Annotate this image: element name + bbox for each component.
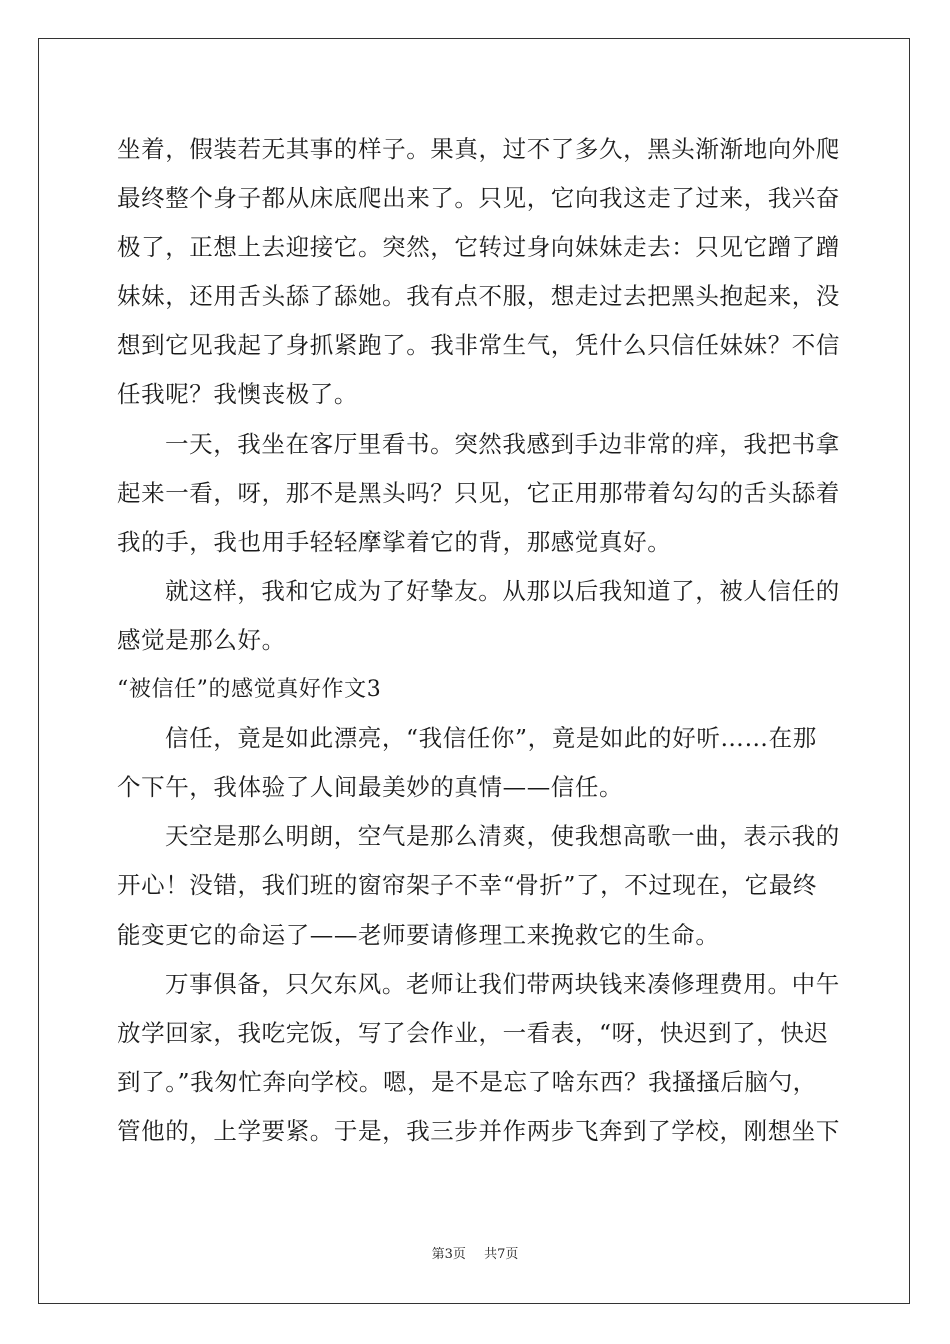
paragraph-start-line: 一天，我坐在客厅里看书。突然我感到手边非常的痒，我把书拿 <box>165 429 840 458</box>
text-line: 起来一看，呀，那不是黑头吗？只见，它正用那带着勾勾的舌头舔着 <box>117 478 840 507</box>
paragraph-start-line: 就这样，我和它成为了好挚友。从那以后我知道了，被人信任的 <box>165 576 840 605</box>
page-total: 共7页 <box>484 1247 519 1262</box>
paragraph-start-line: 天空是那么明朗，空气是那么清爽，使我想高歌一曲，表示我的 <box>165 822 840 851</box>
page-number: 第3页 <box>431 1247 466 1262</box>
text-line: 坐着，假装若无其事的样子。果真，过不了多久，黑头渐渐地向外爬 <box>117 135 840 163</box>
text-line: 任我呢？我懊丧极了。 <box>117 380 358 409</box>
text-line: 到了。”我匆忙奔向学校。嗯，是不是忘了啥东西？我搔搔后脑勺， <box>117 1067 817 1096</box>
text-line: 开心！没错，我们班的窗帘架子不幸“骨折”了，不过现在，它最终 <box>117 871 818 900</box>
text-line: 我的手，我也用手轻轻摩挲着它的背，那感觉真好。 <box>117 527 672 556</box>
text-line: 极了，正想上去迎接它。突然，它转过身向妹妹走去：只见它蹭了蹭 <box>117 233 840 262</box>
document-body <box>117 125 840 1156</box>
text-line: 放学回家，我吃完饭，写了会作业，一看表，“呀，快迟到了，快迟 <box>117 1018 829 1047</box>
paragraph-start-line: 信任，竟是如此漂亮，“我信任你”，竟是如此的好听……在那 <box>165 724 817 753</box>
text-line: 感觉是那么好。 <box>117 625 286 654</box>
text-line: 最终整个身子都从床底爬出来了。只见，它向我这走了过来，我兴奋 <box>117 184 840 213</box>
text-line: 能变更它的命运了——老师要请修理工来挽救它的生命。 <box>117 920 720 949</box>
text-line: 个下午，我体验了人间最美妙的真情——信任。 <box>117 773 624 802</box>
text-line: 管他的，上学要紧。于是，我三步并作两步飞奔到了学校，刚想坐下 <box>117 1116 840 1145</box>
text-line: 妹妹，还用舌头舔了舔她。我有点不服，想走过去把黑头抱起来，没 <box>117 282 840 311</box>
paragraph-start-line: 万事俱备，只欠东风。老师让我们带两块钱来凑修理费用。中午 <box>165 969 840 998</box>
section-heading: “被信任”的感觉真好作文3 <box>117 677 382 703</box>
page-footer <box>0 1243 950 1262</box>
text-line: 想到它见我起了身抓紧跑了。我非常生气，凭什么只信任妹妹？不信 <box>117 331 840 360</box>
